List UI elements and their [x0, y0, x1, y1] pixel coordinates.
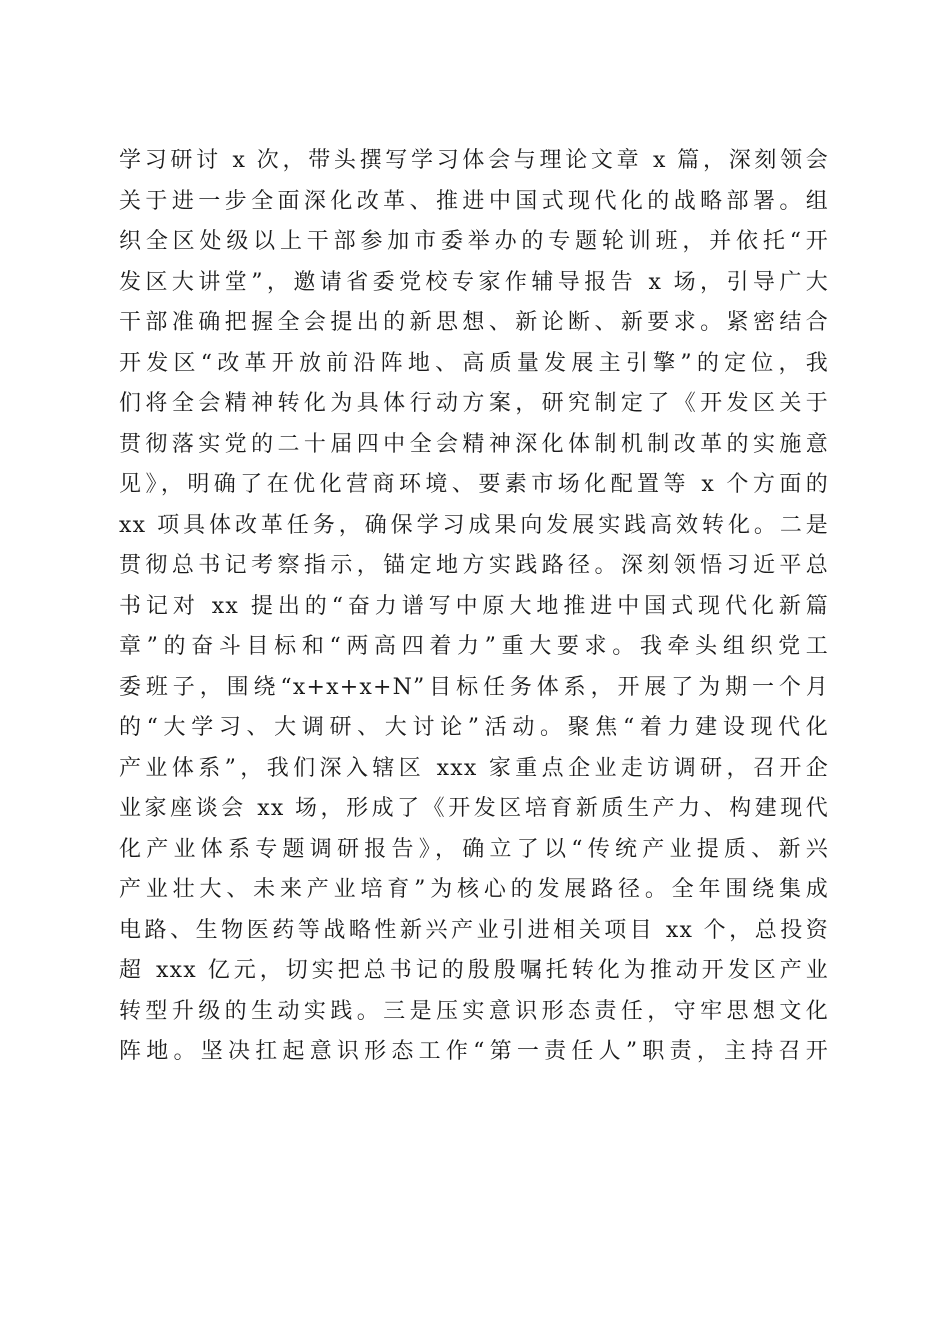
- text-line: 开发区“改革开放前沿阵地、高质量发展主引擎”的定位，我: [119, 350, 829, 376]
- text-line: 发区大讲堂”，邀请省委党校专家作辅导报告 x 场，引导广大: [119, 269, 829, 295]
- text-line: 阵地。坚决扛起意识形态工作“第一责任人”职责，主持召开: [119, 1039, 829, 1064]
- text-line: 的“大学习、大调研、大讨论”活动。聚焦“着力建设现代化: [119, 715, 829, 740]
- text-line: 超 xxx 亿元，切实把总书记的殷殷嘱托转化为推动开发区产业: [119, 958, 829, 983]
- text-line: 学习研讨 x 次，带头撰写学习体会与理论文章 x 篇，深刻领会: [119, 148, 829, 173]
- body-paragraph: [119, 141, 829, 1073]
- text-line: 产业体系”，我们深入辖区 xxx 家重点企业走访调研，召开企: [119, 755, 829, 781]
- text-line: 转型升级的生动实践。三是压实意识形态责任，守牢思想文化: [119, 998, 829, 1024]
- text-line: 们将全会精神转化为具体行动方案，研究制定了《开发区关于: [119, 391, 829, 416]
- text-line: 贯彻总书记考察指示，锚定地方实践路径。深刻领悟习近平总: [119, 553, 829, 578]
- text-line: 化产业体系专题调研报告》，确立了以“传统产业提质、新兴: [119, 836, 829, 862]
- text-line: 委班子，围绕“x+x+x+N”目标任务体系，开展了为期一个月: [119, 674, 829, 700]
- text-line: xx 项具体改革任务，确保学习成果向发展实践高效转化。二是: [119, 512, 829, 538]
- text-line: 见》，明确了在优化营商环境、要素市场化配置等 x 个方面的: [119, 472, 829, 497]
- text-line: 干部准确把握全会提出的新思想、新论断、新要求。紧密结合: [119, 310, 829, 335]
- text-line: 章”的奋斗目标和“两高四着力”重大要求。我牵头组织党工: [119, 634, 829, 659]
- text-line: 电路、生物医药等战略性新兴产业引进相关项目 xx 个，总投资: [119, 917, 829, 943]
- text-line: 关于进一步全面深化改革、推进中国式现代化的战略部署。组: [119, 188, 829, 214]
- text-line: 织全区处级以上干部参加市委举办的专题轮训班，并依托“开: [119, 229, 829, 254]
- text-line: 贯彻落实党的二十届四中全会精神深化体制机制改革的实施意: [119, 431, 829, 457]
- text-line: 产业壮大、未来产业培育”为核心的发展路径。全年围绕集成: [119, 877, 829, 902]
- text-line: 业家座谈会 xx 场，形成了《开发区培育新质生产力、构建现代: [119, 796, 829, 821]
- text-line: 书记对 xx 提出的“奋力谱写中原大地推进中国式现代化新篇: [119, 593, 829, 619]
